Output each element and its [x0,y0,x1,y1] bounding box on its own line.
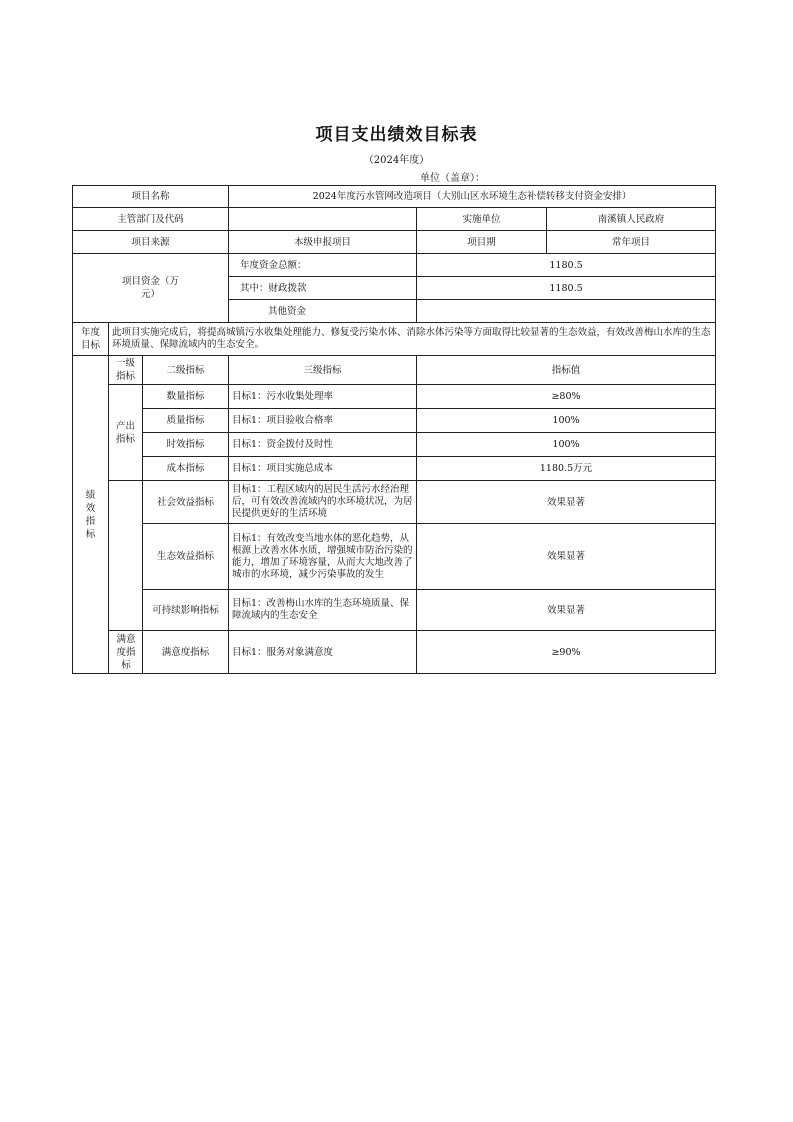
l2-cell: 满意度指标 [143,631,229,674]
l2-cell: 可持续影响指标 [143,590,229,631]
annual-goal-label: 年度目标 [73,323,109,356]
table-row [73,323,716,356]
table-row [73,254,716,277]
l3-cell: 目标1：有效改变当地水体的恶化趋势，从根源上改善水体水质，增强城市防治污染的能力，增加了环境容量，从而大大地改善了城市的水环境，减少污染事故的发生 [229,524,417,590]
fund-fin-value: 1180.5 [417,277,716,300]
perf-label: 绩效指标 [73,356,109,674]
table-row [73,186,716,208]
unit-stamp-label: 单位（盖章）： [420,173,485,184]
annual-goal-text: 此项目实施完成后，将提高城镇污水收集处理能力、修复受污染水体、消除水体污染等方面取得比较显著的生态效益，有效改善梅山水库的生态环境质量、保障流域内的生态安全。 [109,323,716,356]
period-value: 常年项目 [547,231,716,254]
fund-fin-label: 其中：财政拨款 [229,277,417,300]
table-row [73,231,716,254]
table-row [73,457,716,481]
l2-cell: 质量指标 [143,409,229,433]
table-row [73,208,716,231]
effect-label [109,481,143,631]
l3-cell: 目标1：工程区域内的居民生活污水经治理后，可有效改善流域内的水环境状况，为居民提供更好的生活环境 [229,481,417,524]
l2-cell: 数量指标 [143,385,229,409]
period-label: 项目期 [417,231,547,254]
fund-other-value [417,300,716,323]
impl-unit-value: 南溪镇人民政府 [547,208,716,231]
l2-cell: 社会效益指标 [143,481,229,524]
l3-cell: 目标1：污水收集处理率 [229,385,417,409]
header-l3: 三级指标 [229,356,417,385]
l2-cell: 时效指标 [143,433,229,457]
value-cell: 效果显著 [417,524,716,590]
year-label: （2024年度） [363,155,430,166]
l3-cell: 目标1：资金拨付及时性 [229,433,417,457]
performance-table [72,185,716,674]
project-name-label: 项目名称 [73,186,229,208]
value-cell: 效果显著 [417,481,716,524]
impl-unit-label: 实施单位 [417,208,547,231]
fund-total-label: 年度资金总额： [229,254,417,277]
l3-cell: 目标1：项目验收合格率 [229,409,417,433]
source-value: 本级申报项目 [229,231,417,254]
l2-cell: 生态效益指标 [143,524,229,590]
value-cell: ≥90% [417,631,716,674]
l3-cell: 目标1：改善梅山水库的生态环境质量、保障流域内的生态安全 [229,590,417,631]
dept-label: 主管部门及代码 [73,208,229,231]
table-row [73,433,716,457]
table-row [73,409,716,433]
fund-label: 项目资金（万元） [73,254,229,323]
header-l2: 二级指标 [143,356,229,385]
value-cell: ≥80% [417,385,716,409]
fund-total-value: 1180.5 [417,254,716,277]
l3-cell: 目标1：服务对象满意度 [229,631,417,674]
table-row [73,631,716,674]
value-cell: 1180.5万元 [417,457,716,481]
page-title: 项目支出绩效目标表 [315,125,478,145]
value-cell: 效果显著 [417,590,716,631]
l3-cell: 目标1：项目实施总成本 [229,457,417,481]
source-label: 项目来源 [73,231,229,254]
value-cell: 100% [417,409,716,433]
l2-cell: 成本指标 [143,457,229,481]
value-cell: 100% [417,433,716,457]
table-row [73,481,716,524]
output-label: 产出指标 [109,385,143,481]
header-l1: 一级指标 [109,356,143,385]
satisfaction-label: 满意度指标 [109,631,143,674]
table-row [73,590,716,631]
table-row [73,524,716,590]
project-name-value: 2024年度污水管网改造项目（大别山区水环境生态补偿转移支付资金安排） [229,186,716,208]
table-row [73,385,716,409]
fund-other-label: 其他资金 [229,300,417,323]
header-value: 指标值 [417,356,716,385]
dept-value [229,208,417,231]
table-row [73,356,716,385]
